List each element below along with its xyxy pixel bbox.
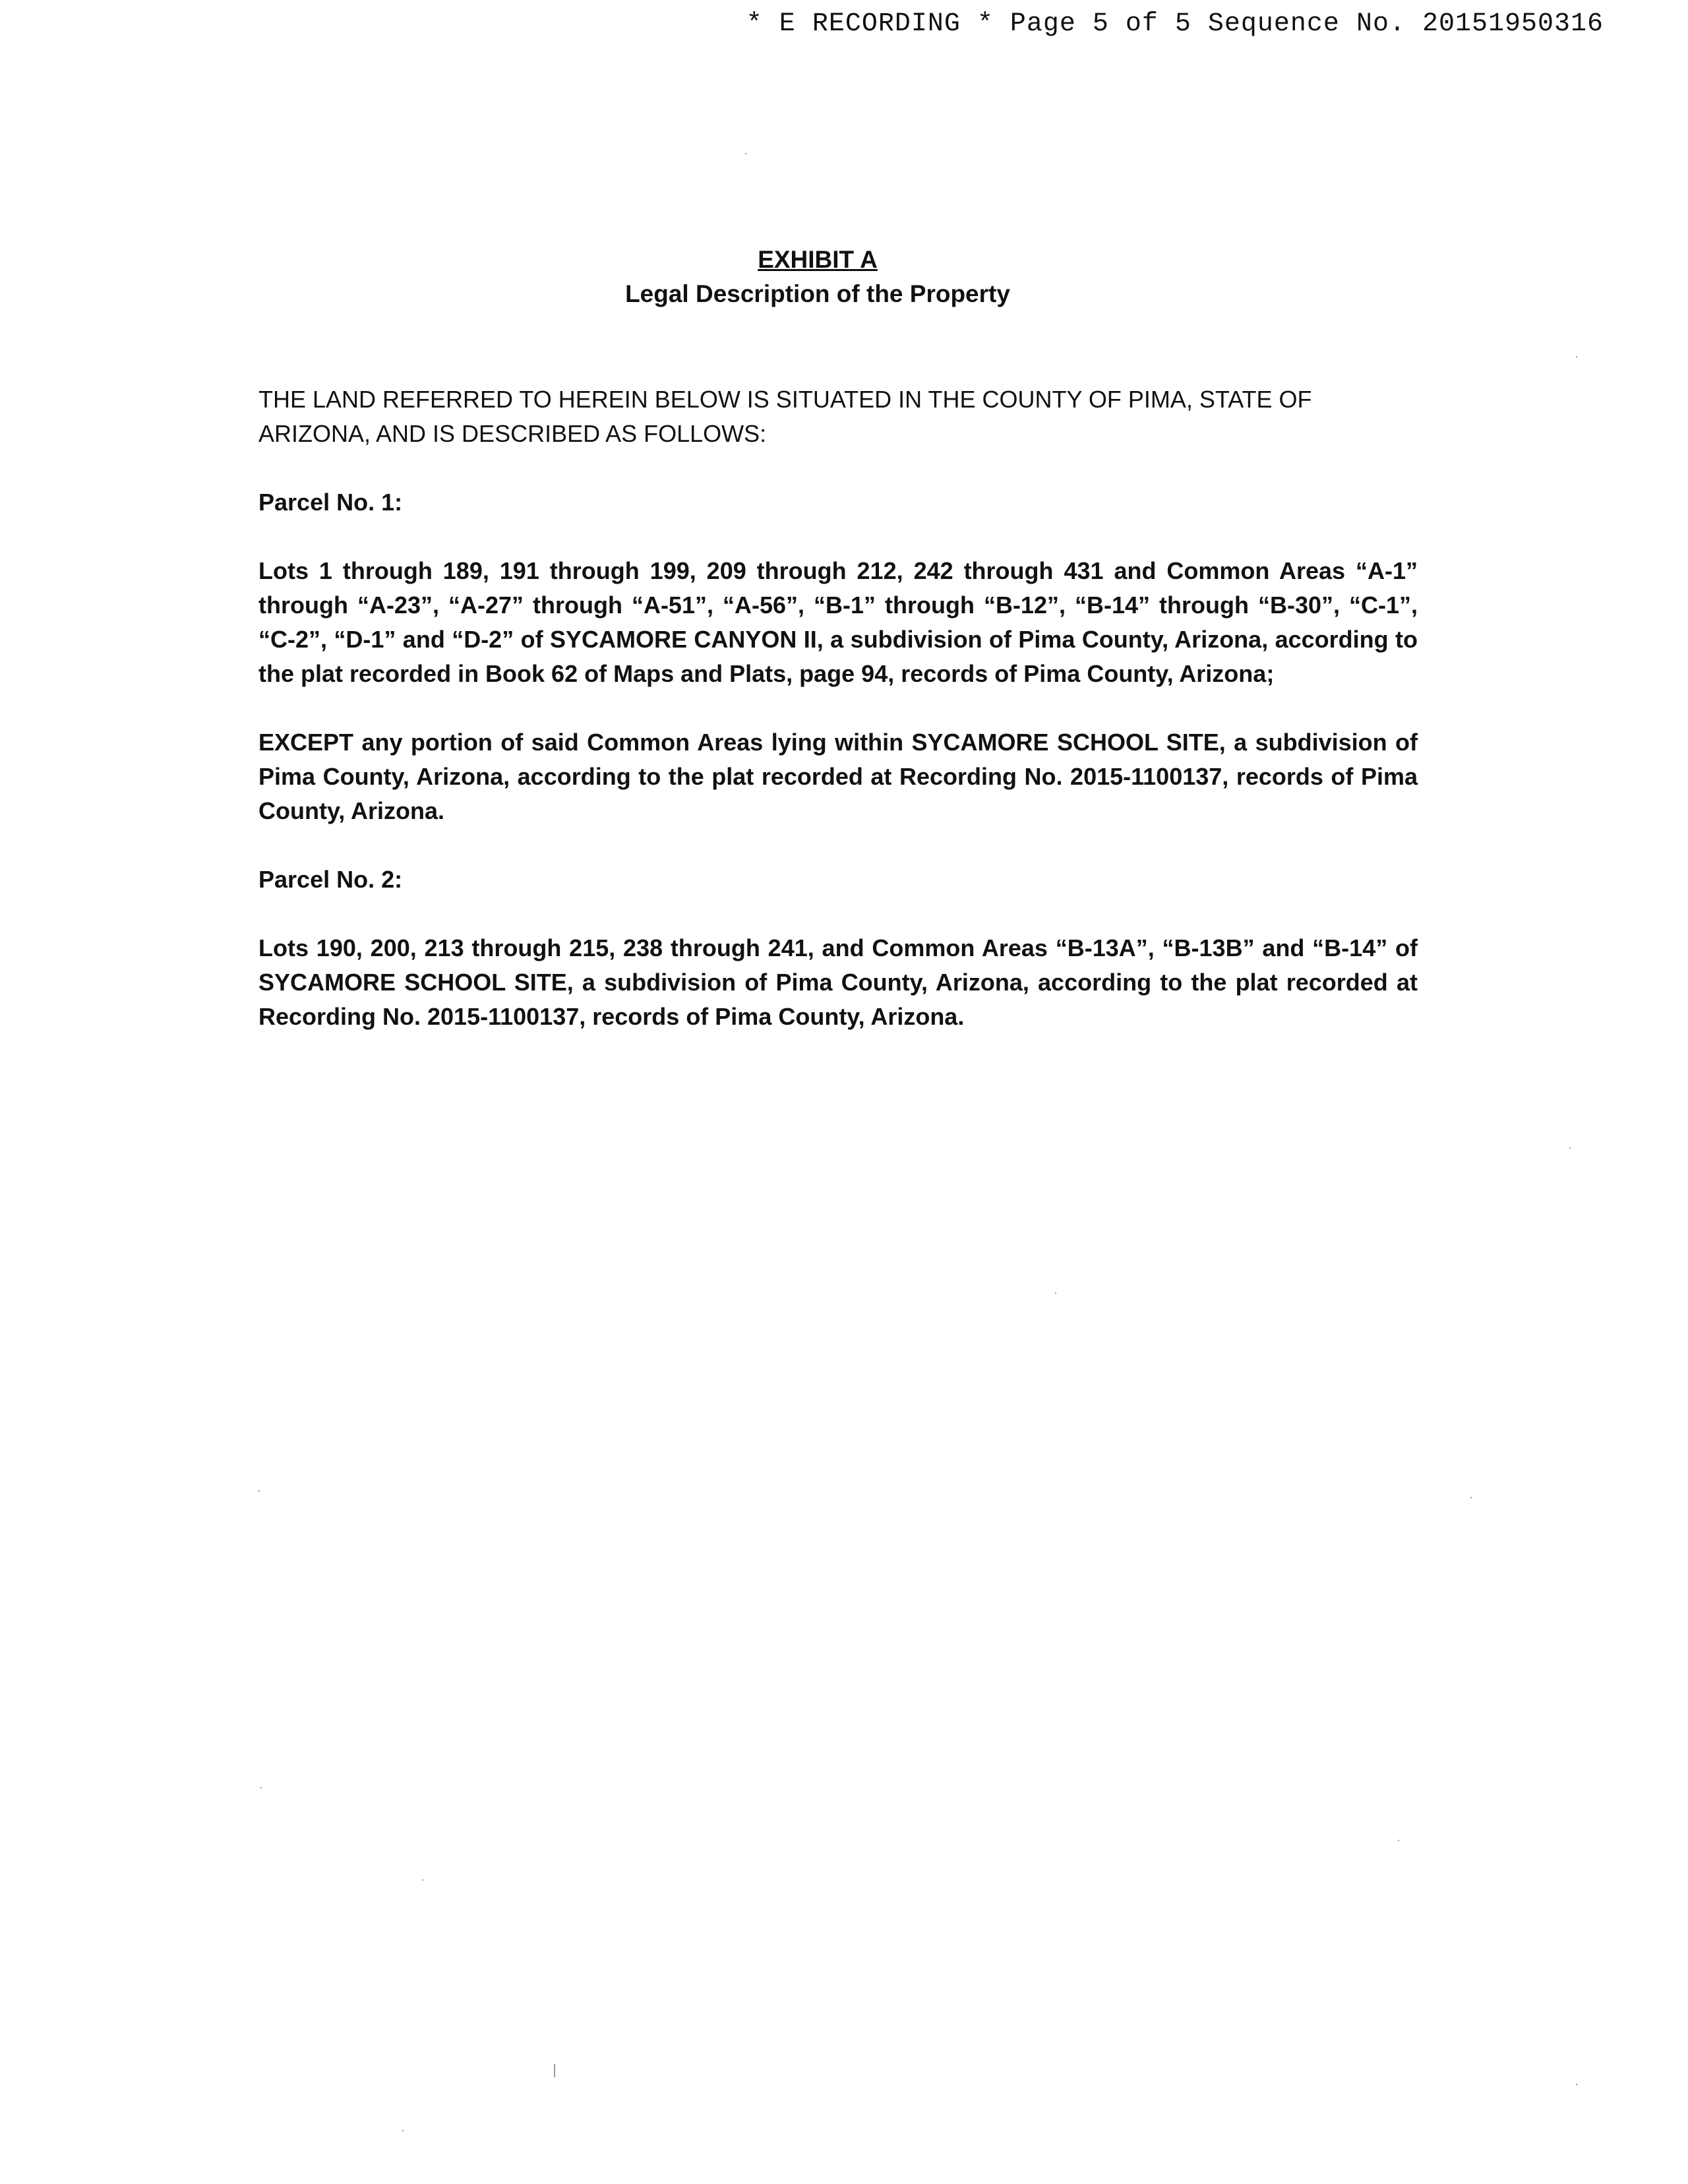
scan-speck <box>422 1879 423 1881</box>
parcel-2-description: Lots 190, 200, 213 through 215, 238 through 241, and Common Areas “B-13A”, “B-13B” and “B-14” of SYCAMORE SCHOOL SITE, a subdivision of Pima County, Arizona, according to the plat recorded at Recording No. 2015-1100137, records of Pima County, Arizona. <box>258 934 1418 1030</box>
scan-speck <box>1398 1840 1399 1841</box>
exhibit-title-block <box>0 243 1635 311</box>
scan-speck <box>260 1787 262 1788</box>
scan-speck <box>1470 1497 1472 1498</box>
scan-speck <box>554 2064 555 2077</box>
scan-speck <box>1569 1147 1571 1149</box>
scan-speck <box>745 153 746 154</box>
parcel-1-description: Lots 1 through 189, 191 through 199, 209 through 212, 242 through 431 and Common Areas “A-1” through “A-23”, “A-27” through “A-51”, “A-56”, “B-1” through “B-12”, “B-14” through “B-30”, “C-1”, “C-2”, “D-1” and “D-2” of SYCAMORE CANYON II, a subdivision of Pima County, Arizona, according to the plat recorded in Book 62 of Maps and Plats, page 94, records of Pima County, Arizona; <box>258 557 1418 687</box>
scan-speck <box>402 2130 404 2131</box>
legal-description-body <box>258 382 1418 1068</box>
exhibit-subtitle: Legal Description of the Property <box>625 280 1010 307</box>
scan-speck <box>1576 356 1577 357</box>
scan-speck <box>258 1490 260 1492</box>
parcel-1-exception: EXCEPT any portion of said Common Areas lying within SYCAMORE SCHOOL SITE, a subdivision of Pima County, Arizona, according to the plat recorded at Recording No. 2015-1100137, records of Pima County, Arizona. <box>258 729 1418 824</box>
exhibit-title: EXHIBIT A <box>758 246 878 273</box>
recording-header: * E RECORDING * Page 5 of 5 Sequence No. 20151950316 <box>746 9 1604 39</box>
parcel-1-heading: Parcel No. 1: <box>258 489 403 516</box>
scan-speck <box>1576 2084 1577 2085</box>
intro-paragraph: THE LAND REFERRED TO HEREIN BELOW IS SITUATED IN THE COUNTY OF PIMA, STATE OF ARIZONA, AND IS DESCRIBED AS FOLLOWS: <box>258 386 1312 447</box>
parcel-2-heading: Parcel No. 2: <box>258 866 403 893</box>
scan-speck <box>1055 1292 1056 1294</box>
